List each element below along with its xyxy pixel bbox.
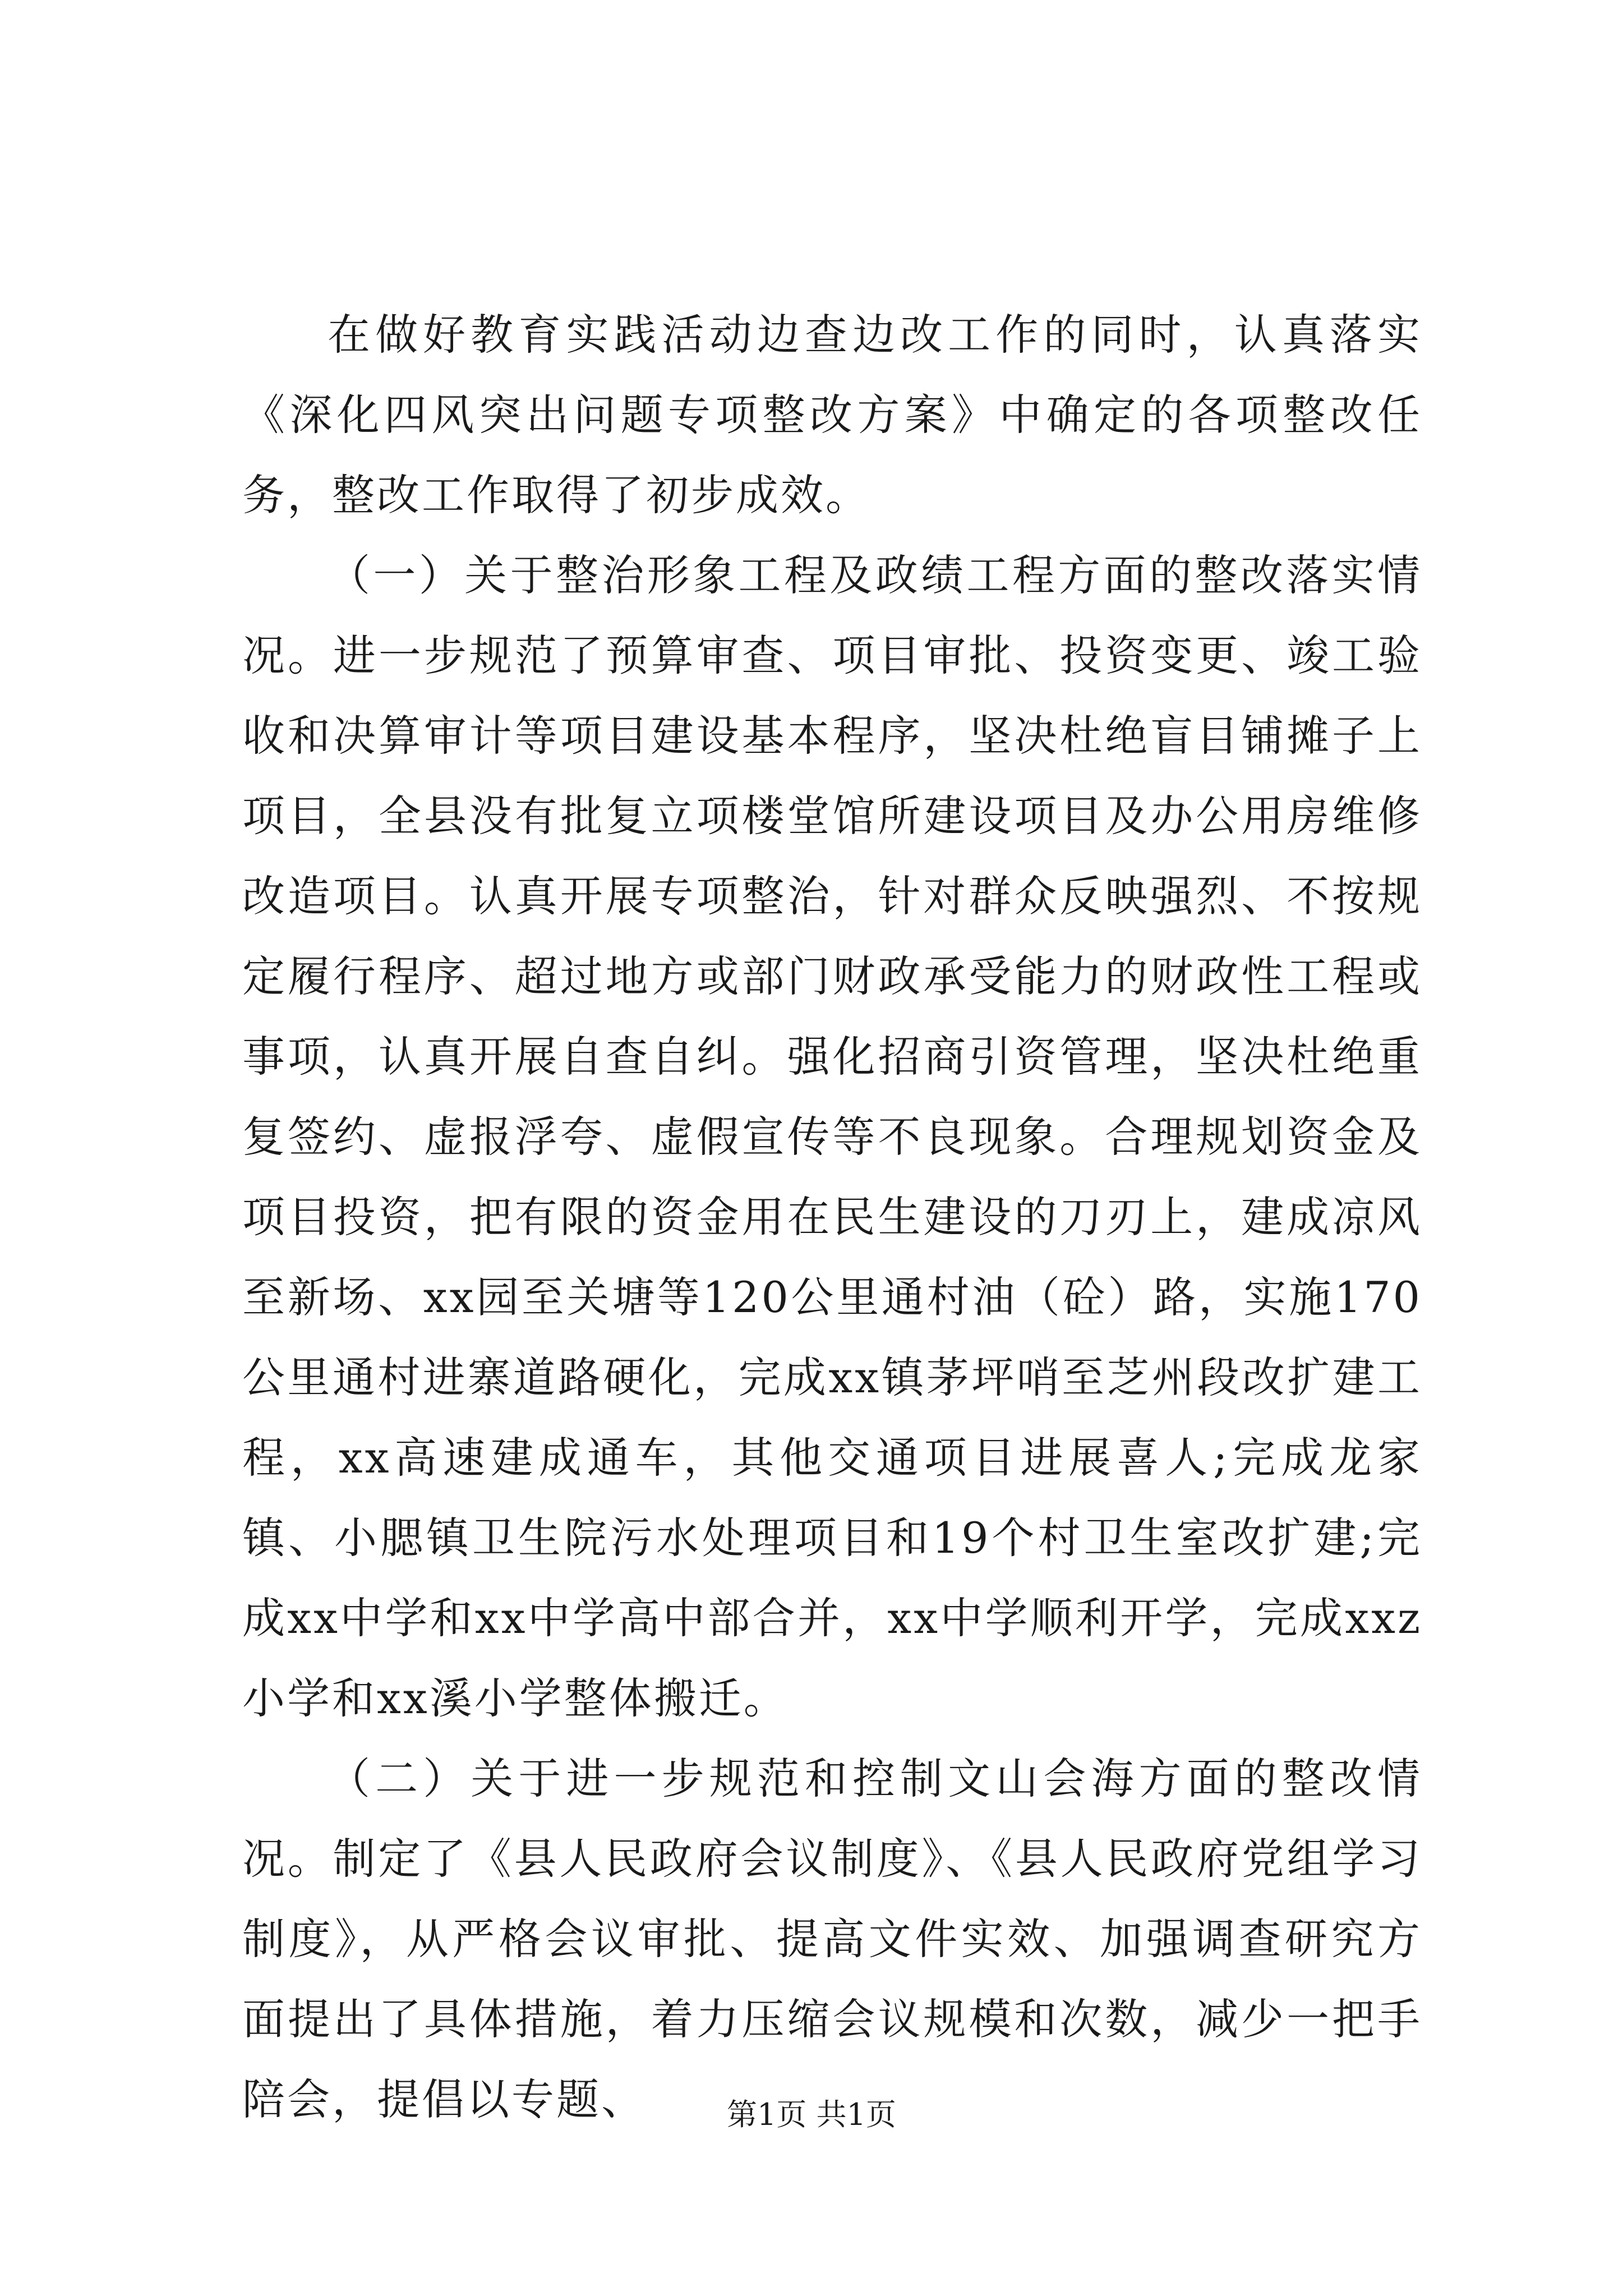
paragraph-section-2: （二）关于进一步规范和控制文山会海方面的整改情况。制定了《县人民政府会议制度》、《县人民政府党组学习制度》，从严格会议审批、提高文件实效、加强调查研究方面提出了具体措施，着力压缩会议规模和次数，减少一把手陪会，提倡以专题、 bbox=[242, 1754, 1422, 2124]
page-number-footer: 第1页 共1页 bbox=[727, 2097, 896, 2132]
document-body bbox=[242, 295, 1422, 2139]
paragraph-intro: 在做好教育实践活动边查边改工作的同时，认真落实《深化四风突出问题专项整改方案》中确定的各项整改任务，整改工作取得了初步成效。 bbox=[242, 310, 1422, 520]
paragraph-section-1: （一）关于整治形象工程及政绩工程方面的整改落实情况。进一步规范了预算审查、项目审批、投资变更、竣工验收和决算审计等项目建设基本程序，坚决杜绝盲目铺摊子上项目，全县没有批复立项楼堂馆所建设项目及办公用房维修改造项目。认真开展专项整治，针对群众反映强烈、不按规定履行程序、超过地方或部门财政承受能力的财政性工程或事项，认真开展自查自纠。强化招商引资管理，坚决杜绝重复签约、虚报浮夸、虚假宣传等不良现象。合理规划资金及项目投资，把有限的资金用在民生建设的刀刃上，建成凉风至新场、xx园至关塘等120公里通村油（砼）路，实施170公里通村进寨道路硬化，完成xx镇茅坪哨至芝州段改扩建工程，xx高速建成通车，其他交通项目进展喜人;完成龙家镇、小腮镇卫生院污水处理项目和19个村卫生室改扩建;完成xx中学和xx中学高中部合并，xx中学顺利开学，完成xxz小学和xx溪小学整体搬迁。 bbox=[242, 550, 1422, 1723]
